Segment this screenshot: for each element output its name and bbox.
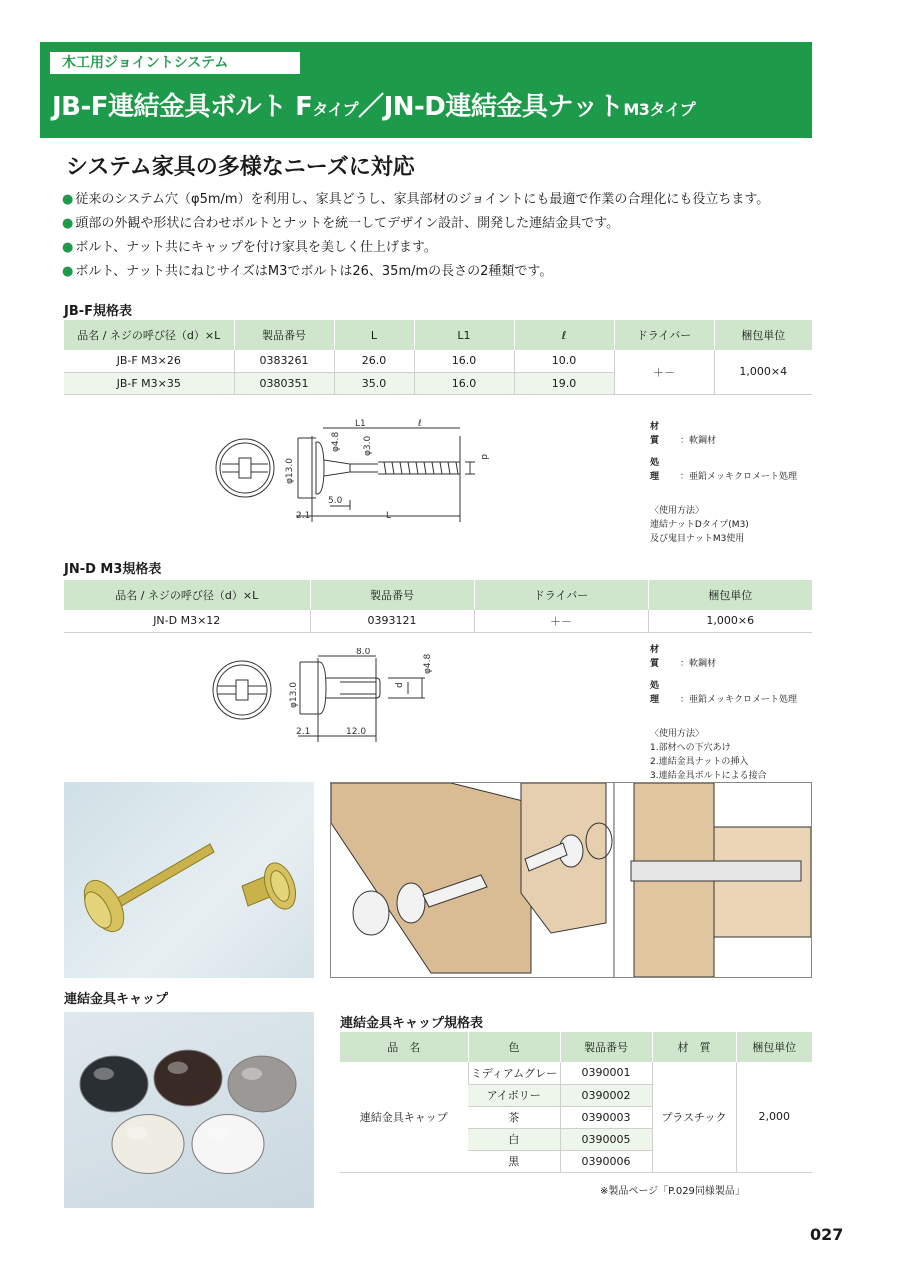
bolt-photo-image <box>76 844 214 938</box>
cell-material: プラスチック <box>652 1062 736 1172</box>
table-row <box>340 1062 812 1084</box>
col-header: ℓ <box>514 320 614 350</box>
header-band <box>40 42 812 138</box>
feature-item: ● ボルト、ナット共にキャップを付け家具を美しく仕上げます。 <box>62 236 822 260</box>
jnd-nut-drawing <box>200 648 450 748</box>
cell: 0390006 <box>560 1150 652 1172</box>
material-label: 材 質 <box>650 422 677 446</box>
cell-pack: 1,000×4 <box>714 350 812 394</box>
dim-phi48: φ4.8 <box>331 431 341 452</box>
cap-spec-table <box>340 1032 812 1173</box>
dim-5: 5.0 <box>328 496 343 506</box>
treatment-value: ：亜鉛メッキクロメート処理 <box>680 695 798 705</box>
material-label: 材 質 <box>650 645 677 669</box>
cell: ＋－ <box>474 610 648 632</box>
dim-phi30: φ3.0 <box>363 435 373 456</box>
cell: 16.0 <box>414 350 514 372</box>
cap-photo-title: 連結金具キャップ <box>64 992 169 1007</box>
col-header: 材 質 <box>652 1032 736 1062</box>
jnd-spec-table <box>64 580 812 633</box>
cap-highlight <box>168 1062 188 1074</box>
cell: 10.0 <box>514 350 614 372</box>
usage-line: 及び鬼目ナットM3使用 <box>650 534 745 544</box>
jnd-notes <box>650 643 797 783</box>
feature-list <box>62 188 822 284</box>
col-header: ドライバー <box>614 320 714 350</box>
col-header: 色 <box>468 1032 560 1062</box>
usage-line: 2.連結金具ナットの挿入 <box>650 757 749 767</box>
cell: 茶 <box>468 1106 560 1128</box>
col-header: 梱包単位 <box>714 320 812 350</box>
usage-line: 連結ナットDタイプ(M3) <box>650 520 749 530</box>
cell-pack: 2,000 <box>736 1062 812 1172</box>
cap-photo-image <box>64 1012 314 1208</box>
footnote: ※製品ページ「P.029同様製品」 <box>600 1186 745 1197</box>
cell: 16.0 <box>414 372 514 394</box>
bolt-head-side <box>316 442 324 494</box>
feature-item: ● 頭部の外観や形状に合わせボルトとナットを統一してデザイン設計、開発した連結金具です。 <box>62 212 822 236</box>
material-value: ：軟鋼材 <box>680 659 717 669</box>
usage-title: 〈使用方法〉 <box>650 506 705 516</box>
cell: JB-F M3×35 <box>64 372 234 394</box>
col-header: 品名 / ネジの呼び径（d）×L <box>64 320 234 350</box>
cap-dome <box>192 1114 264 1173</box>
dim-phi13: φ13.0 <box>289 682 299 708</box>
cap-highlight <box>94 1068 114 1080</box>
dim-d: d <box>479 454 489 460</box>
dim-l: ℓ <box>418 419 422 429</box>
cell: JN-D M3×12 <box>64 610 310 632</box>
dim-21: 2.1 <box>296 727 311 737</box>
col-header: 製品番号 <box>234 320 334 350</box>
cell: 白 <box>468 1128 560 1150</box>
cap-photo <box>64 1012 314 1208</box>
col-header: ドライバー <box>474 580 648 610</box>
cap-dome <box>112 1114 184 1173</box>
title-part-a-small: タイプ <box>312 100 359 119</box>
cell: JB-F M3×26 <box>64 350 234 372</box>
cap-dome <box>80 1056 148 1112</box>
category-label: 木工用ジョイントシステム <box>50 52 300 74</box>
cell: 35.0 <box>334 372 414 394</box>
material-value: ：軟鋼材 <box>680 436 717 446</box>
jbf-bolt-drawing <box>200 410 500 540</box>
cell-name: 連結金具キャップ <box>340 1062 468 1172</box>
dim-12: 12.0 <box>346 727 367 737</box>
page-title <box>52 86 695 123</box>
cell: 0380351 <box>234 372 334 394</box>
dim-l1: L1 <box>355 419 366 429</box>
cap-highlight <box>242 1068 262 1080</box>
cell-driver: ＋－ <box>614 350 714 394</box>
cell: 26.0 <box>334 350 414 372</box>
dim-L: L <box>386 511 392 521</box>
table-row <box>64 610 812 632</box>
treatment-label: 処 理 <box>650 681 677 705</box>
cell: 0390003 <box>560 1106 652 1128</box>
title-part-b-small: M3タイプ <box>623 100 696 119</box>
usage-line: 1.部材への下穴あけ <box>650 743 731 753</box>
cap-table-title: 連結金具キャップ規格表 <box>340 1016 484 1031</box>
jbf-spec-table <box>64 320 812 395</box>
cell: 0393121 <box>310 610 474 632</box>
cell: アイボリー <box>468 1084 560 1106</box>
dim-21: 2.1 <box>296 511 311 521</box>
table-row <box>64 350 812 372</box>
col-header: 製品番号 <box>560 1032 652 1062</box>
feature-item: ● 従来のシステム穴（φ5m/m）を利用し、家具どうし、家具部材のジョイントにも最適で作業の合理化にも役立ちます。 <box>62 188 822 212</box>
bolt-nut-photo <box>64 782 314 978</box>
treatment-value: ：亜鉛メッキクロメート処理 <box>680 472 798 482</box>
nut-photo-image <box>242 859 301 914</box>
cell: 1,000×6 <box>648 610 812 632</box>
cell: 0390005 <box>560 1128 652 1150</box>
cell: 19.0 <box>514 372 614 394</box>
jbf-table-title: JB-F規格表 <box>64 304 133 319</box>
cap-highlight <box>126 1127 148 1140</box>
title-part-a: JB-F連結金具ボルト F <box>52 92 313 122</box>
title-part-b: ／JN-D連結金具ナット <box>358 92 624 122</box>
col-header: 品 名 <box>340 1032 468 1062</box>
subtitle: システム家具の多様なニーズに対応 <box>66 155 415 180</box>
jnd-table-title: JN-D M3規格表 <box>64 562 162 577</box>
col-header: 製品番号 <box>310 580 474 610</box>
dim-d: d <box>395 682 405 688</box>
col-header: L1 <box>414 320 514 350</box>
dim-phi13: φ13.0 <box>285 458 295 484</box>
cell: 0390002 <box>560 1084 652 1106</box>
cap-dome <box>228 1056 296 1112</box>
col-header: L <box>334 320 414 350</box>
cell: 黒 <box>468 1150 560 1172</box>
cell: ミディアムグレー <box>468 1062 560 1084</box>
treatment-label: 処 理 <box>650 458 677 482</box>
jbf-notes <box>650 420 797 546</box>
cell: 0390001 <box>560 1062 652 1084</box>
cap-highlight <box>206 1127 228 1140</box>
cell: 0383261 <box>234 350 334 372</box>
usage-line: 3.連結金具ボルトによる接合 <box>650 771 767 781</box>
cap-dome <box>154 1050 222 1106</box>
col-header: 梱包単位 <box>648 580 812 610</box>
dim-phi48: φ4.8 <box>423 653 433 674</box>
page-number: 027 <box>810 1225 844 1244</box>
col-header: 梱包単位 <box>736 1032 812 1062</box>
dim-8: 8.0 <box>356 648 371 657</box>
assembly-illustration <box>330 782 812 978</box>
col-header: 品名 / ネジの呼び径（d）×L <box>64 580 310 610</box>
usage-title: 〈使用方法〉 <box>650 729 705 739</box>
feature-item: ● ボルト、ナット共にねじサイズはM3でボルトは26、35m/mの長さの2種類です。 <box>62 260 822 284</box>
